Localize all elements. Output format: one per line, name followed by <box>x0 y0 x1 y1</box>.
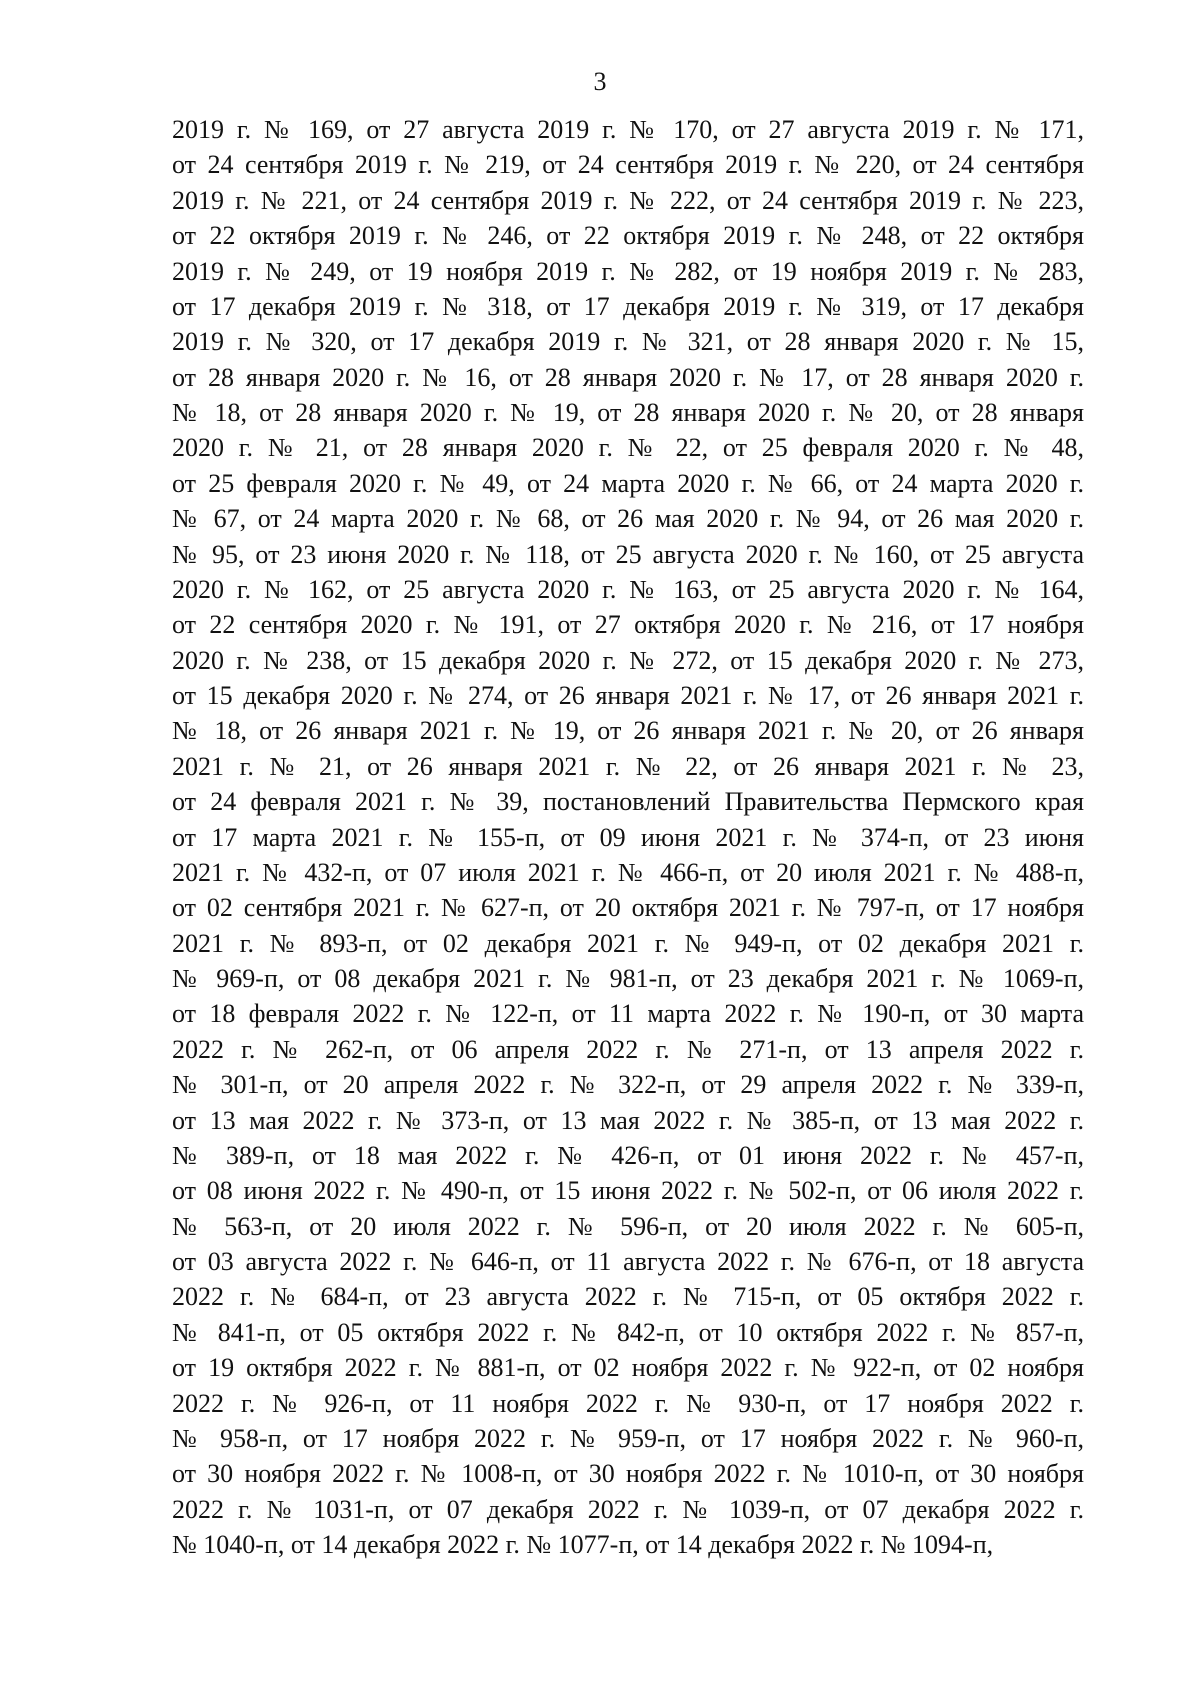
text-line: от 03 августа 2022 г. № 646-п, от 11 августа 2022 г. № 676-п, от 18 августа <box>172 1247 1084 1276</box>
text-line: от 02 сентября 2021 г. № 627-п, от 20 октября 2021 г. № 797-п, от 17 ноября <box>172 893 1084 923</box>
text-line: от 24 сентября 2019 г. № 219, от 24 сентября 2019 г. № 220, от 24 сентября <box>172 150 1084 180</box>
text-line: № 389-п, от 18 мая 2022 г. № 426-п, от 01 июня 2022 г. № 457-п, <box>172 1140 1084 1170</box>
page-number: 3 <box>593 67 607 96</box>
text-line: 2019 г. № 169, от 27 августа 2019 г. № 170, от 27 августа 2019 г. № 171, <box>172 115 1084 144</box>
text-line: № 1040-п, от 14 декабря 2022 г. № 1077-п, от 14 декабря 2022 г. № 1094-п, <box>172 1530 994 1559</box>
text-line: от 18 февраля 2022 г. № 122-п, от 11 марта 2022 г. № 190-п, от 30 марта <box>172 999 1084 1029</box>
text-line: 2022 г. № 684-п, от 23 августа 2022 г. № 715-п, от 05 октября 2022 г. <box>172 1282 1084 1312</box>
text-line: от 24 февраля 2021 г. № 39, постановлений Правительства Пермского края <box>172 787 1084 817</box>
text-line: № 95, от 23 июня 2020 г. № 118, от 25 августа 2020 г. № 160, от 25 августа <box>172 539 1084 569</box>
text-line: 2020 г. № 21, от 28 января 2020 г. № 22, от 25 февраля 2020 г. № 48, <box>172 433 1084 463</box>
text-line: от 22 сентября 2020 г. № 191, от 27 октября 2020 г. № 216, от 17 ноября <box>172 610 1084 640</box>
text-line: № 18, от 28 января 2020 г. № 19, от 28 января 2020 г. № 20, от 28 января <box>172 398 1084 427</box>
text-line: 2021 г. № 432-п, от 07 июля 2021 г. № 466-п, от 20 июля 2021 г. № 488-п, <box>172 857 1084 887</box>
text-line: от 30 ноября 2022 г. № 1008-п, от 30 ноября 2022 г. № 1010-п, от 30 ноября <box>172 1459 1084 1489</box>
text-line: от 13 мая 2022 г. № 373-п, от 13 мая 2022 г. № 385-п, от 13 мая 2022 г. <box>172 1105 1084 1135</box>
text-line: от 08 июня 2022 г. № 490-п, от 15 июня 2022 г. № 502-п, от 06 июля 2022 г. <box>172 1176 1084 1206</box>
text-line: 2022 г. № 262-п, от 06 апреля 2022 г. № 271-п, от 13 апреля 2022 г. <box>172 1034 1084 1064</box>
text-line: 2022 г. № 926-п, от 11 ноября 2022 г. № 930-п, от 17 ноября 2022 г. <box>172 1388 1084 1418</box>
text-line: 2020 г. № 238, от 15 декабря 2020 г. № 272, от 15 декабря 2020 г. № 273, <box>172 645 1084 675</box>
text-line: № 18, от 26 января 2021 г. № 19, от 26 января 2021 г. № 20, от 26 января <box>172 716 1084 746</box>
text-line: 2019 г. № 249, от 19 ноября 2019 г. № 282, от 19 ноября 2019 г. № 283, <box>172 256 1084 286</box>
text-line: 2021 г. № 893-п, от 02 декабря 2021 г. № 949-п, от 02 декабря 2021 г. <box>172 928 1084 958</box>
text-line: от 15 декабря 2020 г. № 274, от 26 января 2021 г. № 17, от 26 января 2021 г. <box>172 681 1084 710</box>
text-line: № 958-п, от 17 ноября 2022 г. № 959-п, от 17 ноября 2022 г. № 960-п, <box>172 1423 1084 1453</box>
text-line: от 25 февраля 2020 г. № 49, от 24 марта 2020 г. № 66, от 24 марта 2020 г. <box>172 468 1084 498</box>
text-line: № 841-п, от 05 октября 2022 г. № 842-п, от 10 октября 2022 г. № 857-п, <box>172 1317 1084 1347</box>
text-line: 2019 г. № 320, от 17 декабря 2019 г. № 321, от 28 января 2020 г. № 15, <box>172 327 1084 357</box>
text-line: № 969-п, от 08 декабря 2021 г. № 981-п, от 23 декабря 2021 г. № 1069-п, <box>172 964 1084 993</box>
text-line: № 67, от 24 марта 2020 г. № 68, от 26 мая 2020 г. № 94, от 26 мая 2020 г. <box>172 504 1084 534</box>
text-line: № 301-п, от 20 апреля 2022 г. № 322-п, от 29 апреля 2022 г. № 339-п, <box>172 1070 1084 1100</box>
text-line: 2022 г. № 1031-п, от 07 декабря 2022 г. № 1039-п, от 07 декабря 2022 г. <box>172 1494 1084 1524</box>
text-line: № 563-п, от 20 июля 2022 г. № 596-п, от 20 июля 2022 г. № 605-п, <box>172 1211 1084 1241</box>
text-line: 2020 г. № 162, от 25 августа 2020 г. № 163, от 25 августа 2020 г. № 164, <box>172 574 1084 604</box>
text-line: 2021 г. № 21, от 26 января 2021 г. № 22, от 26 января 2021 г. № 23, <box>172 751 1084 781</box>
document-body-text <box>172 112 1084 1562</box>
text-line: от 19 октября 2022 г. № 881-п, от 02 ноября 2022 г. № 922-п, от 02 ноября <box>172 1353 1084 1383</box>
text-line: 2019 г. № 221, от 24 сентября 2019 г. № 222, от 24 сентября 2019 г. № 223, <box>172 185 1084 215</box>
text-line: от 28 января 2020 г. № 16, от 28 января 2020 г. № 17, от 28 января 2020 г. <box>172 362 1084 392</box>
text-line: от 17 декабря 2019 г. № 318, от 17 декабря 2019 г. № 319, от 17 декабря <box>172 291 1084 321</box>
text-line: от 17 марта 2021 г. № 155-п, от 09 июня 2021 г. № 374-п, от 23 июня <box>172 822 1084 852</box>
text-line: от 22 октября 2019 г. № 246, от 22 октября 2019 г. № 248, от 22 октября <box>172 221 1084 251</box>
